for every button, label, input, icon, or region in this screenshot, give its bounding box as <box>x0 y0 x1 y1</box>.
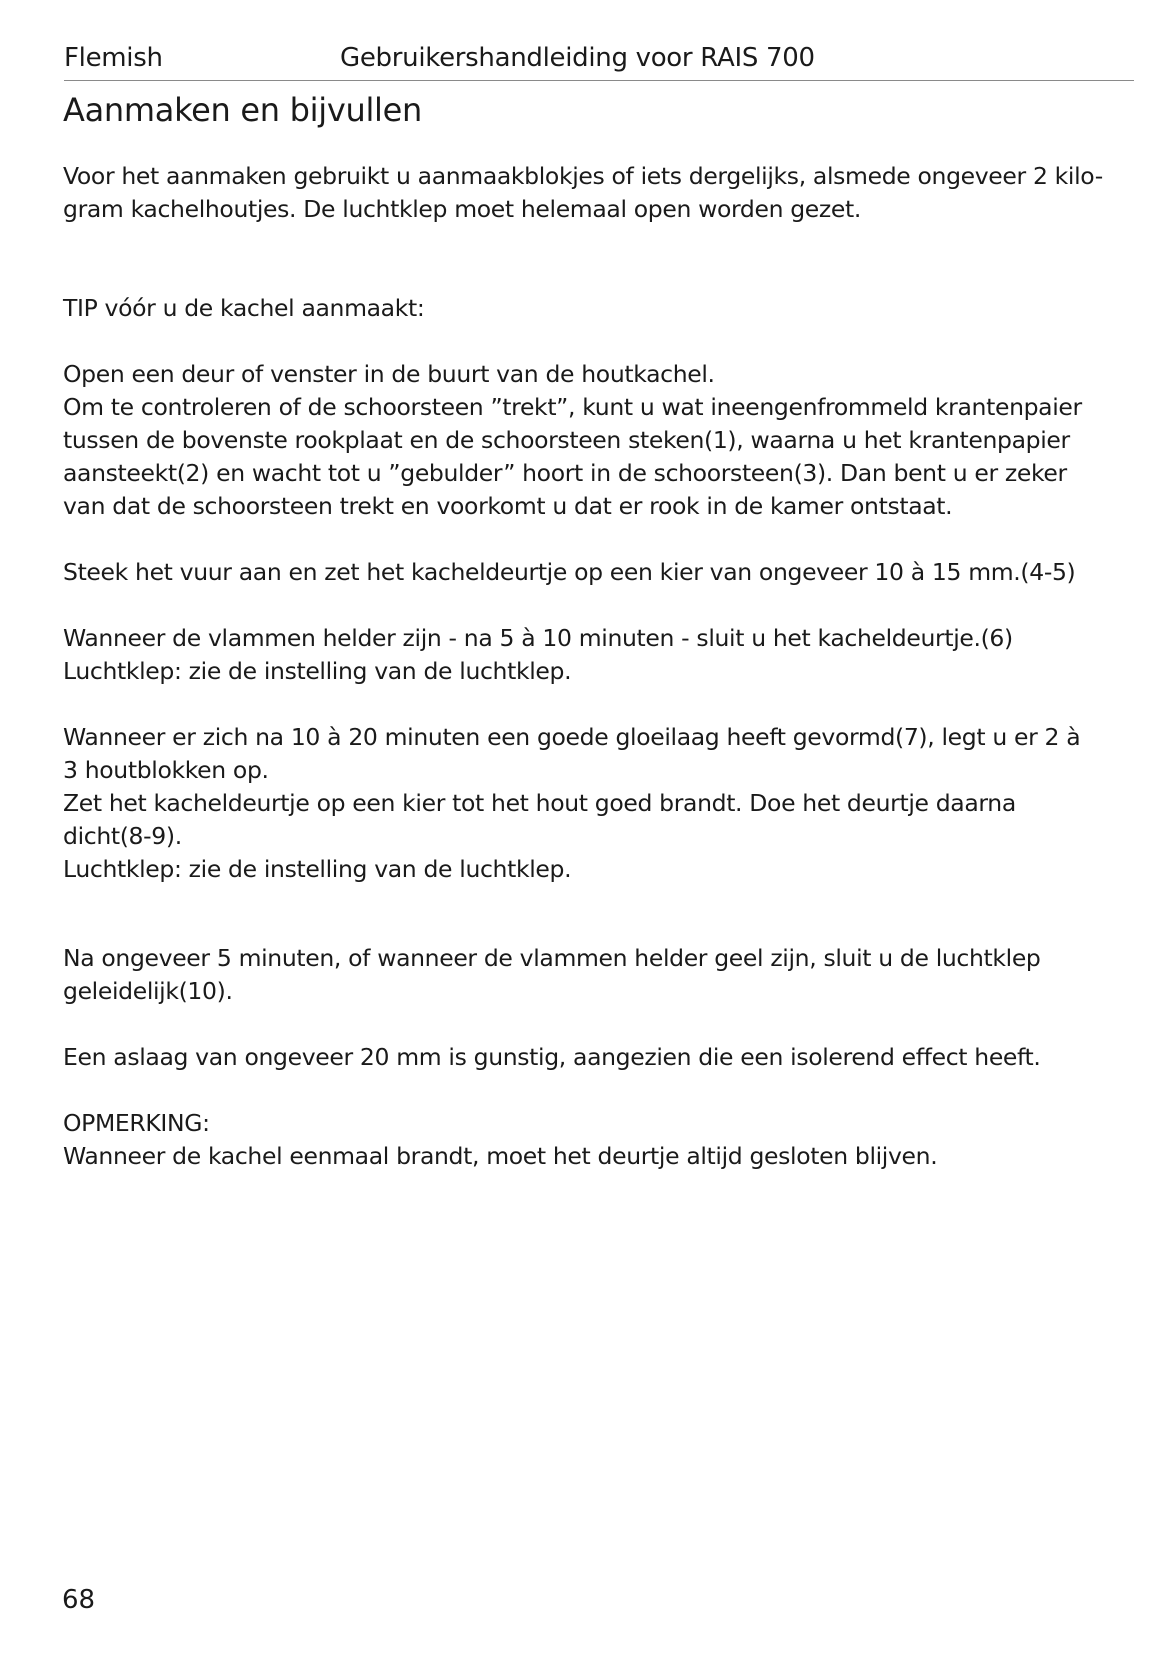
open-line-4: aansteekt(2) en wacht tot u ”gebulder” hoort in de schoorsteen(3). Dan bent u er zeker <box>63 459 1067 487</box>
embers-line-1: Wanneer er zich na 10 à 20 minuten een goede gloeilaag heeft gevormd(7), legt u er 2 à <box>63 723 1081 751</box>
intro-line-2: gram kachelhoutjes. De luchtklep moet helemaal open worden gezet. <box>63 195 861 223</box>
note-label: OPMERKING: <box>63 1109 210 1137</box>
intro-line-1: Voor het aanmaken gebruikt u aanmaakblokjes of iets dergelijks, alsmede ongeveer 2 kilo- <box>63 162 1103 190</box>
open-line-1: Open een deur of venster in de buurt van de houtkachel. <box>63 360 715 388</box>
section-title: Aanmaken en bijvullen <box>63 91 422 129</box>
flames-line-1: Wanneer de vlammen helder zijn - na 5 à 10 minuten - sluit u het kacheldeurtje.(6) <box>63 624 1013 652</box>
open-line-5: van dat de schoorsteen trekt en voorkomt u dat er rook in de kamer ontstaat. <box>63 492 953 520</box>
embers-line-4: dicht(8-9). <box>63 822 182 850</box>
ignite-line: Steek het vuur aan en zet het kacheldeurtje op een kier van ongeveer 10 à 15 mm.(4-5) <box>63 558 1076 586</box>
flames-line-2: Luchtklep: zie de instelling van de luchtklep. <box>63 657 572 685</box>
embers-line-2: 3 houtblokken op. <box>63 756 269 784</box>
after-line-1: Na ongeveer 5 minuten, of wanneer de vlammen helder geel zijn, sluit u de luchtklep <box>63 944 1041 972</box>
note-text: Wanneer de kachel eenmaal brandt, moet het deurtje altijd gesloten blijven. <box>63 1142 938 1170</box>
header-language: Flemish <box>64 43 163 73</box>
open-line-2: Om te controleren of de schoorsteen ”trekt”, kunt u wat ineengenfrommeld krantenpaier <box>63 393 1082 421</box>
embers-line-5: Luchtklep: zie de instelling van de luchtklep. <box>63 855 572 883</box>
body-text <box>63 160 1135 1173</box>
embers-line-3: Zet het kacheldeurtje op een kier tot het hout goed brandt. Doe het deurtje daarna <box>63 789 1016 817</box>
tip-line: TIP vóór u de kachel aanmaakt: <box>63 294 425 322</box>
page-number: 68 <box>62 1585 96 1615</box>
header-manual-title: Gebruikershandleiding voor RAIS 700 <box>340 43 815 73</box>
page-header <box>64 40 1134 81</box>
after-line-2: geleidelijk(10). <box>63 977 233 1005</box>
ash-line: Een aslaag van ongeveer 20 mm is gunstig, aangezien die een isolerend effect heeft. <box>63 1043 1041 1071</box>
open-line-3: tussen de bovenste rookplaat en de schoorsteen steken(1), waarna u het krantenpapier <box>63 426 1070 454</box>
